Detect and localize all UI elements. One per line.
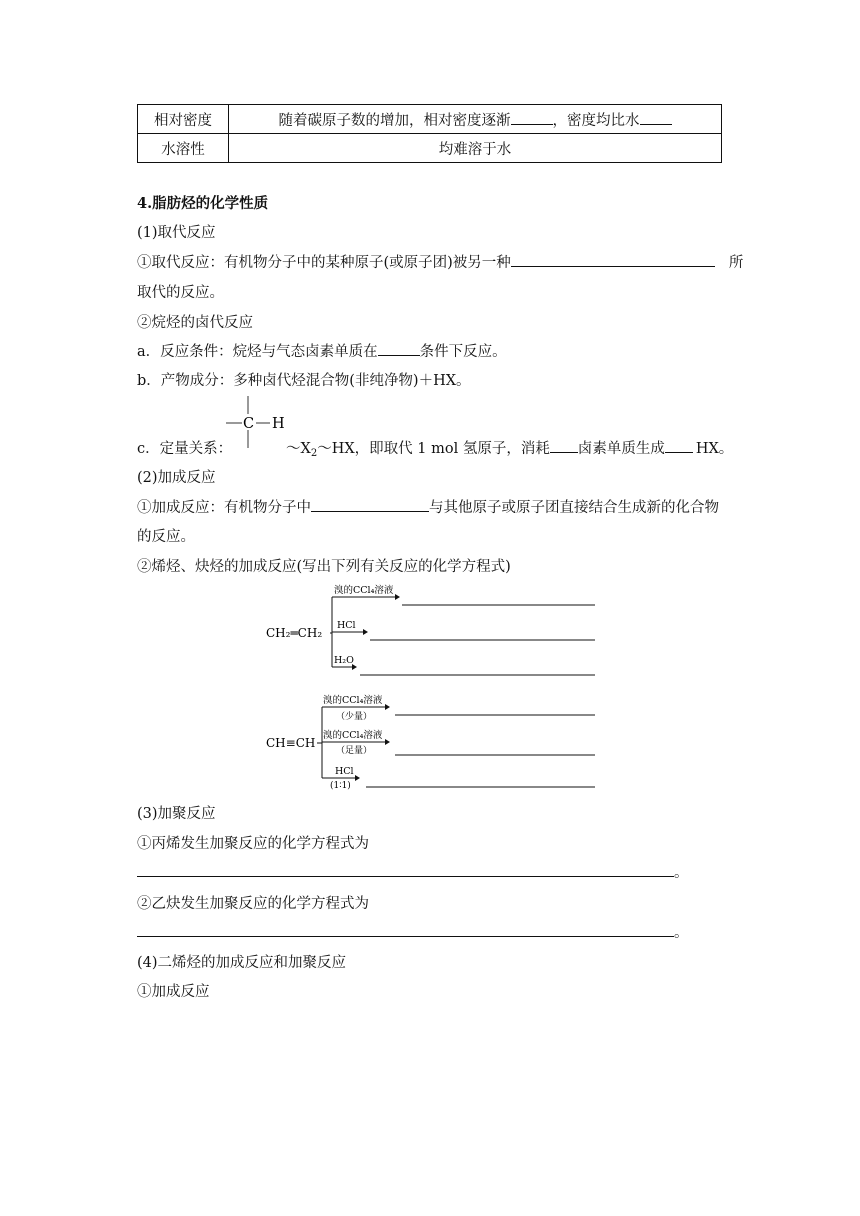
paragraph-line: 的反应。 xyxy=(137,529,195,545)
text: ①取代反应：有机物分子中的某种原子(或原子团)被另一种 xyxy=(137,255,511,271)
answer-blank[interactable] xyxy=(665,438,693,453)
reagent-label: 溴的CCl₄溶液 xyxy=(323,695,383,706)
answer-blank[interactable] xyxy=(137,922,674,937)
text: 。 xyxy=(674,865,689,881)
paragraph-line: ②乙炔发生加聚反应的化学方程式为 xyxy=(137,896,369,912)
table-value-cell xyxy=(229,105,722,134)
acetylene-formula: CH≡CH xyxy=(266,736,316,750)
subscript: 2 xyxy=(310,448,318,459)
paragraph-line xyxy=(137,340,507,361)
subsection-heading: (2)加成反应 xyxy=(137,470,216,486)
text: c．定量关系： xyxy=(137,441,233,457)
answer-blank[interactable] xyxy=(378,341,420,356)
reagent-condition: （少量） xyxy=(336,712,373,722)
reagent-label: 溴的CCl₄溶液 xyxy=(334,585,394,596)
answer-blank[interactable] xyxy=(511,110,553,125)
acetylene-reaction-diagram xyxy=(262,692,602,794)
density-text-a: 随着碳原子数的增加，相对密度逐渐 xyxy=(278,112,511,129)
properties-table xyxy=(137,104,722,163)
paragraph-line: ①丙烯发生加聚反应的化学方程式为 xyxy=(137,836,369,852)
paragraph-line: b．产物成分：多种卤代烃混合物(非纯净物)＋HX。 xyxy=(137,373,471,389)
subsection-heading: (3)加聚反应 xyxy=(137,806,216,822)
answer-blank[interactable] xyxy=(511,252,715,267)
reagent-condition: (1∶1) xyxy=(330,781,351,791)
paragraph-line xyxy=(137,496,719,517)
answer-line-row xyxy=(137,921,689,942)
answer-blank[interactable] xyxy=(640,110,672,125)
text: 所 xyxy=(728,255,744,271)
text: ～HX，即取代 1 mol 氢原子，消耗 xyxy=(317,441,550,457)
text: 条件下反应。 xyxy=(419,344,507,360)
answer-blank[interactable] xyxy=(311,497,429,512)
reagent-label: HCl xyxy=(335,766,354,777)
text: HX。 xyxy=(695,441,734,457)
answer-blank[interactable] xyxy=(550,438,578,453)
ch-structure-diagram xyxy=(222,394,292,450)
subsection-heading: (1)取代反应 xyxy=(137,225,216,241)
paragraph-line: ①加成反应 xyxy=(137,984,210,1000)
paragraph-line: 取代的反应。 xyxy=(137,285,224,301)
table-row xyxy=(138,105,722,134)
text: a．反应条件：烷烃与气态卤素单质在 xyxy=(137,344,378,360)
table-key-cell: 相对密度 xyxy=(138,105,229,134)
answer-blank[interactable] xyxy=(137,862,674,877)
reagent-label: HCl xyxy=(337,620,356,631)
paragraph-line xyxy=(137,251,743,272)
reagent-label: 溴的CCl₄溶液 xyxy=(323,730,383,741)
section-title: 4.脂肪烃的化学性质 xyxy=(137,195,269,212)
subsection-heading: ②烷烃的卤代反应 xyxy=(137,315,253,331)
reagent-label: H₂O xyxy=(334,655,354,666)
ethylene-reaction-diagram xyxy=(262,583,602,683)
table-key-cell: 水溶性 xyxy=(138,134,229,163)
answer-line-row xyxy=(137,861,689,882)
ethylene-formula: CH₂═CH₂ xyxy=(266,626,323,640)
table-value-cell: 均难溶于水 xyxy=(229,134,722,163)
paragraph-line xyxy=(286,437,733,459)
table-row xyxy=(138,134,722,163)
paragraph-line xyxy=(137,437,232,458)
carbon-label: C xyxy=(243,416,255,432)
subsection-heading: (4)二烯烃的加成反应和加聚反应 xyxy=(137,955,347,971)
text: 。 xyxy=(674,925,689,941)
text: ～X xyxy=(286,441,311,457)
text: ①加成反应：有机物分子中 xyxy=(137,500,311,516)
hydrogen-label: H xyxy=(272,416,285,432)
density-text-b: ，密度均比水 xyxy=(552,112,640,129)
text: 卤素单质生成 xyxy=(577,441,665,457)
subsection-heading: ②烯烃、炔烃的加成反应(写出下列有关反应的化学方程式) xyxy=(137,559,511,575)
text: 与其他原子或原子团直接结合生成新的化合物 xyxy=(429,500,719,516)
reagent-condition: （足量） xyxy=(336,746,373,756)
